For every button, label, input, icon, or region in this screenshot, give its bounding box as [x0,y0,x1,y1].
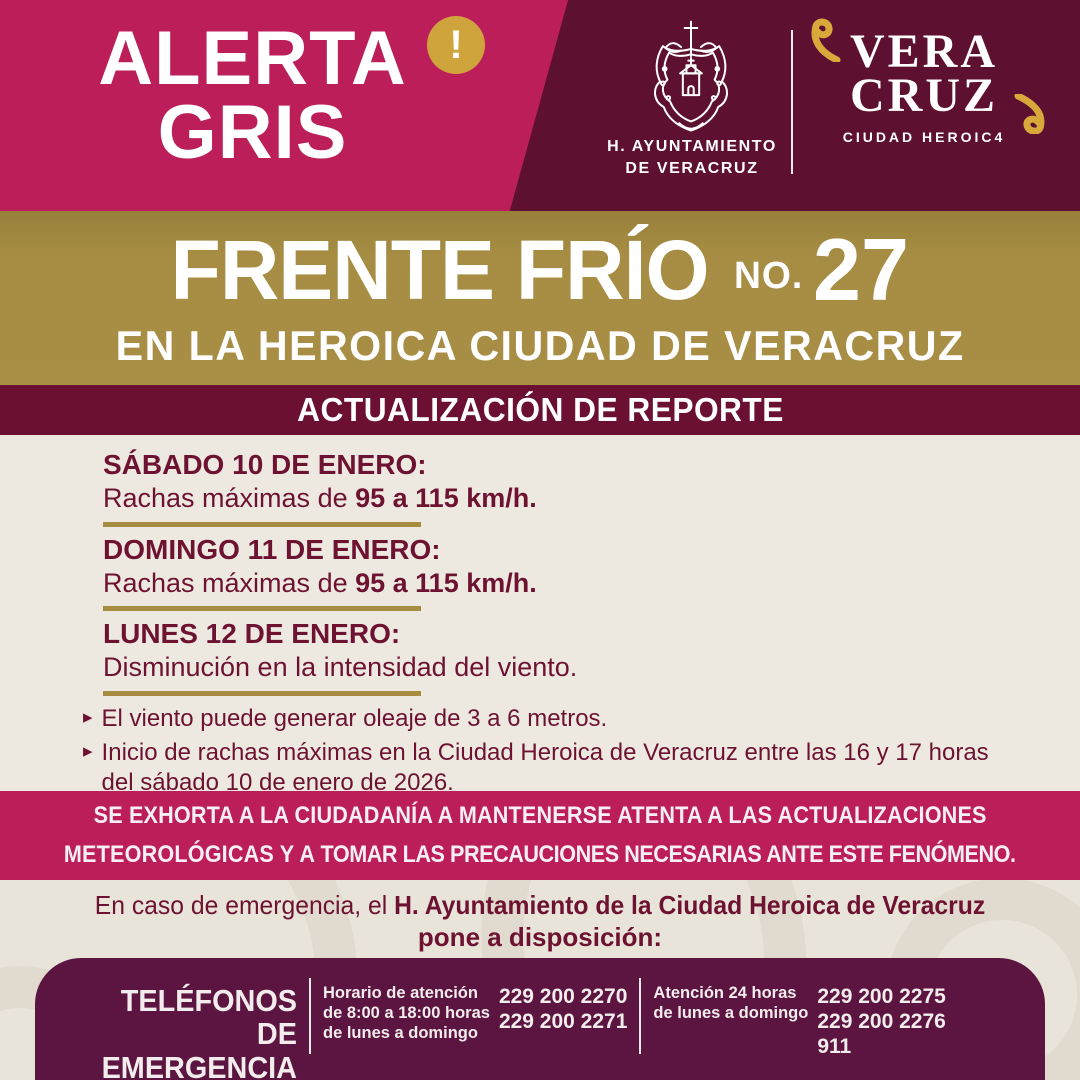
header [0,0,1080,211]
report-content [0,435,1080,796]
brand-line2: CRUZ [849,69,998,123]
day-heading: SÁBADO 10 DE ENERO: [103,449,427,480]
main-title [170,220,910,319]
emergency-phones-box [35,958,1045,1080]
phones-title: TELÉFONOS DE EMERGENCIA [101,983,297,1080]
gold-divider [103,606,421,611]
advisory-band [0,791,1080,880]
footer [0,880,1080,1080]
day-text: Disminución en la intensidad del viento. [103,652,578,683]
alert-title-line1: ALERTA [98,16,407,101]
front-number: 27 [813,220,910,319]
section-title: ACTUALIZACIÓN DE REPORTE [296,391,784,428]
gold-divider [103,522,421,527]
day-heading: DOMINGO 11 DE ENERO: [103,533,441,565]
day-heading: LUNES 12 DE ENERO: [103,618,401,650]
phones-schedule-daytime: Horario de atención de 8:00 a 18:00 horas de lunes a domingo [323,984,490,1042]
advisory-line2: METEOROLÓGICAS Y A TOMAR LAS PRECAUCIONES NECESARIAS ANTE ESTE FENÓMENO. [64,840,1016,868]
day-text: Rachas máximas de 95 a 115 km/h. [103,483,537,514]
report-day-saturday [103,449,1020,527]
phones-numbers-24h: 229 200 2275 229 200 2276 911 [817,985,946,1059]
alert-title-line2: GRIS [157,89,348,175]
phones-schedule-24h: Atención 24 horas de lunes a domingo [653,984,809,1022]
logo-divider [791,30,793,174]
report-day-sunday [103,534,1020,612]
phones-divider [639,978,641,1054]
brand-flourish-icon [1014,94,1052,139]
phones-numbers-daytime: 229 200 2270 229 200 2271 [498,985,628,1034]
brand-line1: VERA [849,25,998,78]
cityhall-label: H. AYUNTAMIENTO DE VERACRUZ [607,138,777,177]
gold-divider [103,691,421,696]
veracruz-brand-logo [818,25,1030,146]
bullet-arrow-icon: ▸ [83,706,93,728]
day-text: Rachas máximas de 95 a 115 km/h. [103,567,537,598]
brand-flourish-icon [804,18,842,67]
emergency-intro-line2: pone a disposición: [417,922,663,952]
list-item: ▸ Inicio de rachas máximas en la Ciudad Heroica de Veracruz entre las 16 y 17 horas del sábado 10 de enero de 2026. [83,738,989,796]
phones-divider [309,978,311,1054]
brand-subtitle: CIUDAD HEROIC4 [842,129,1006,146]
number-label: NO. [734,254,804,297]
bullet-list [83,704,1020,798]
bullet-arrow-icon: ▸ [83,740,93,762]
exclamation-badge-icon: ! [427,16,485,74]
title-subtitle: EN LA HEROICA CIUDAD DE VERACRUZ [115,322,965,369]
veracruz-coat-of-arms-icon [636,18,746,141]
advisory-line1: SE EXHORTA A LA CIUDADANÍA A MANTENERSE ATENTA A LAS ACTUALIZACIONES [93,802,987,830]
list-item: ▸ El viento puede generar oleaje de 3 a 6 metros. [83,704,608,732]
main-title-text: FRENTE FRÍO [170,223,709,317]
report-day-monday [103,618,1020,696]
section-band [0,385,1080,435]
title-band [0,211,1080,385]
emergency-intro [0,880,1080,953]
emergency-intro-line1: En caso de emergencia, el H. Ayuntamiento de la Ciudad Heroica de Veracruz [94,890,986,920]
